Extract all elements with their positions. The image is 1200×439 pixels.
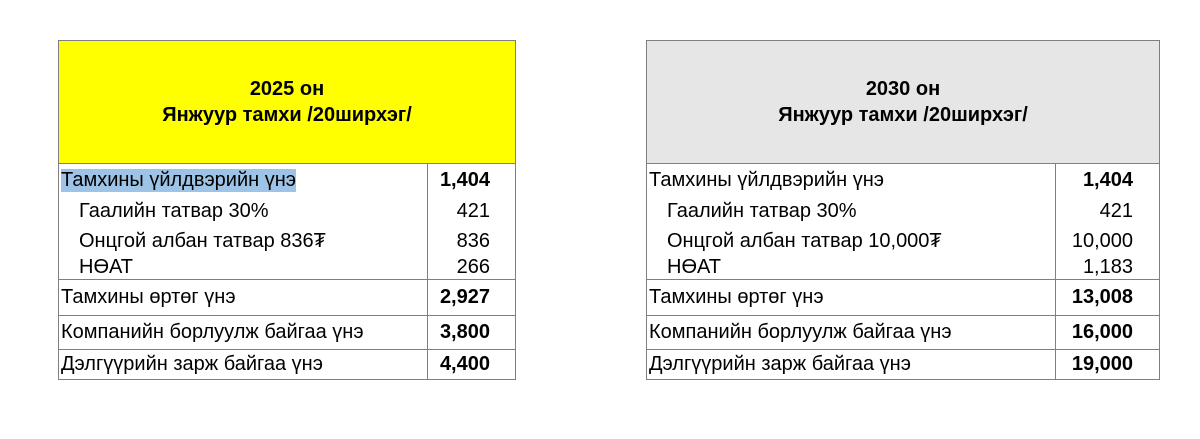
- header-subtitle: Янжуур тамхи /20ширхэг/: [778, 104, 1028, 126]
- row-label[interactable]: Гаалийн татвар 30%: [667, 199, 857, 222]
- table-header-2030: [647, 40, 1159, 164]
- row-value[interactable]: 10,000: [1055, 226, 1159, 256]
- table-row: [647, 164, 1159, 196]
- row-label[interactable]: Компанийн борлуулж байгаа үнэ: [61, 321, 364, 343]
- row-value[interactable]: 1,183: [1055, 256, 1159, 279]
- row-label[interactable]: Онцгой албан татвар 836₮: [79, 229, 326, 252]
- row-value[interactable]: 13,008: [1055, 280, 1159, 315]
- table-row: [647, 350, 1159, 380]
- table-row: [59, 196, 515, 226]
- table-row: [647, 316, 1159, 350]
- table-row: [647, 280, 1159, 316]
- row-label: Тамхины үйлдвэрийн үнэ: [61, 168, 296, 191]
- header-year: 2025 он: [249, 78, 325, 100]
- row-label[interactable]: Тамхины өртөг үнэ: [61, 286, 236, 308]
- row-value[interactable]: 421: [1055, 196, 1159, 226]
- row-value[interactable]: 2,927: [427, 280, 515, 315]
- table-row: [59, 350, 515, 380]
- table-2025: [58, 40, 516, 380]
- row-label[interactable]: Онцгой албан татвар 10,000₮: [667, 229, 942, 252]
- table-row: [59, 280, 515, 316]
- row-value[interactable]: 19,000: [1055, 350, 1159, 379]
- row-value[interactable]: 836: [427, 226, 515, 256]
- row-value[interactable]: 421: [427, 196, 515, 226]
- row-value[interactable]: 1,404: [1055, 164, 1159, 196]
- row-label[interactable]: НӨАТ: [79, 256, 133, 278]
- row-label[interactable]: Тамхины өртөг үнэ: [649, 286, 824, 308]
- table-row: [647, 256, 1159, 280]
- row-label[interactable]: Дэлгүүрийн зарж байгаа үнэ: [649, 353, 911, 375]
- row-label[interactable]: Дэлгүүрийн зарж байгаа үнэ: [61, 353, 323, 375]
- row-value[interactable]: 4,400: [427, 350, 515, 379]
- row-value[interactable]: 3,800: [427, 316, 515, 349]
- row-value[interactable]: 1,404: [427, 164, 515, 196]
- table-header-2025: [59, 40, 515, 164]
- header-subtitle: Янжуур тамхи /20ширхэг/: [162, 104, 412, 126]
- row-label[interactable]: НӨАТ: [667, 256, 721, 278]
- row-value[interactable]: 266: [427, 256, 515, 279]
- row-label[interactable]: Компанийн борлуулж байгаа үнэ: [649, 321, 952, 343]
- header-year: 2030 он: [865, 78, 941, 100]
- table-row: [647, 196, 1159, 226]
- table-row: [59, 226, 515, 256]
- table-row: [59, 164, 515, 196]
- row-label-cell[interactable]: [59, 164, 427, 196]
- row-label[interactable]: Гаалийн татвар 30%: [79, 199, 269, 222]
- row-label[interactable]: Тамхины үйлдвэрийн үнэ: [649, 168, 884, 191]
- table-row: [647, 226, 1159, 256]
- table-row: [59, 256, 515, 280]
- table-2030: [646, 40, 1160, 380]
- row-value[interactable]: 16,000: [1055, 316, 1159, 349]
- table-row: [59, 316, 515, 350]
